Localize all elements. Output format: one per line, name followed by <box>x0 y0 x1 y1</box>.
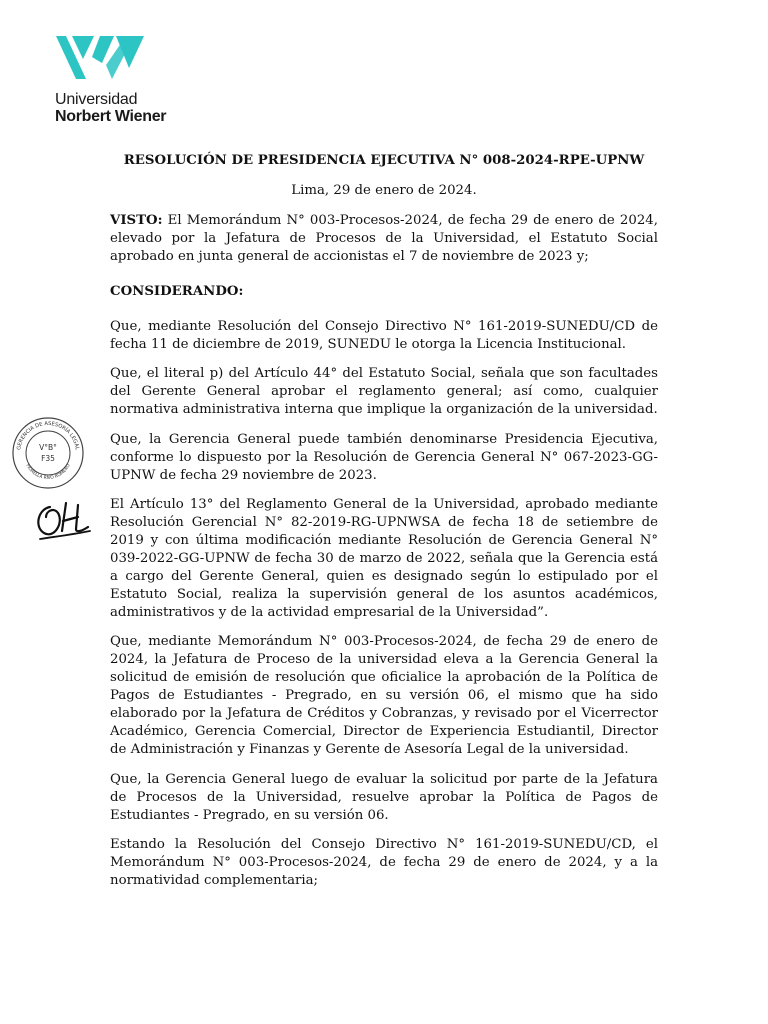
stamp-vb: V°B° <box>39 443 57 452</box>
university-logo <box>52 33 192 133</box>
legal-stamp <box>10 415 86 495</box>
visto-text: El Memorándum N° 003-Procesos-2024, de fecha 29 de enero de 2024, elevado por la Jefatura de Procesos de la Universidad, el Estatuto Social aprobado en junta general de accionistas el 7 de noviembre de 2023 y; <box>110 213 658 264</box>
resolution-date: Lima, 29 de enero de 2024. <box>291 183 477 198</box>
paragraph-estatuto: Que, el literal p) del Artículo 44° del Estatuto Social, señala que son facultades del Gerente General aprobar el reglamento general; así como, cualquier normativa administrativa interna que implique la organización de la universidad. <box>110 366 658 417</box>
visto-paragraph <box>110 212 658 266</box>
svg-text:GERENCIA DE ASESORÍA LEGAL: GERENCIA DE ASESORÍA LEGAL <box>16 420 80 451</box>
paragraph-reglamento: El Artículo 13° del Reglamento General de la Universidad, aprobado mediante Resolución Gerencial N° 82-2019-RG-UPNWSA de fecha 18 de setiembre de 2019 y con última modificación mediante Resolución de Gerencia General N° 039-2022-GG-UPNW de fecha 30 de marzo de 2022, señala que la Gerencia está a cargo del Gerente General, quien es designado según lo estipulado por el Estatuto Social, realiza la supervisión general de los asuntos académicos, administrativos y de la actividad empresarial de la Universidad”. <box>110 497 658 620</box>
document-body <box>110 152 658 890</box>
logo-mark-icon <box>54 33 146 85</box>
considerando-heading: CONSIDERANDO: <box>110 284 244 299</box>
paragraph-estando: Estando la Resolución del Consejo Directivo N° 161-2019-SUNEDU/CD, el Memorándum N° 003-Procesos-2024, de fecha 29 de enero de 2024, y a la normatividad complementaria; <box>110 837 658 888</box>
resolution-title: RESOLUCIÓN DE PRESIDENCIA EJECUTIVA N° 008-2024-RPE-UPNW <box>123 153 645 168</box>
visto-label: VISTO: <box>110 213 163 228</box>
logo-line-universidad: Universidad <box>55 91 138 108</box>
logo-line-name: Norbert Wiener <box>55 108 167 125</box>
paragraph-presidencia: Que, la Gerencia General puede también denominarse Presidencia Ejecutiva, conforme lo dispuesto por la Resolución de Gerencia General N° 067-2023-GG-UPNW de fecha 29 noviembre de 2023. <box>110 432 658 483</box>
paragraph-memorandum: Que, mediante Memorándum N° 003-Procesos-2024, de fecha 29 de enero de 2024, la Jefatura de Proceso de la universidad eleva a la Gerencia General la solicitud de emisión de resolución que oficialice la aprobación de la Política de Pagos de Estudiantes - Pregrado, en su versión 06, el mismo que ha sido elaborado por la Jefatura de Créditos y Cobranzas, y revisado por el Vicerrector Académico, Gerencia Comercial, Director de Experiencia Estudiantil, Director de Administración y Finanzas y Gerente de Asesoría Legal de la universidad. <box>110 634 658 757</box>
stamp-code: F35 <box>41 454 55 463</box>
svg-text:FIORELLA RIVO ROMERO: FIORELLA RIVO ROMERO <box>24 463 72 482</box>
paragraph-evaluacion: Que, la Gerencia General luego de evaluar la solicitud por parte de la Jefatura de Procesos de la Universidad, resuelve aprobar la Política de Pagos de Estudiantes - Pregrado, en su versión 06. <box>110 772 658 823</box>
signature <box>30 497 94 551</box>
paragraph-licencia: Que, mediante Resolución del Consejo Directivo N° 161-2019-SUNEDU/CD de fecha 11 de diciembre de 2019, SUNEDU le otorga la Licencia Institucional. <box>110 319 658 352</box>
